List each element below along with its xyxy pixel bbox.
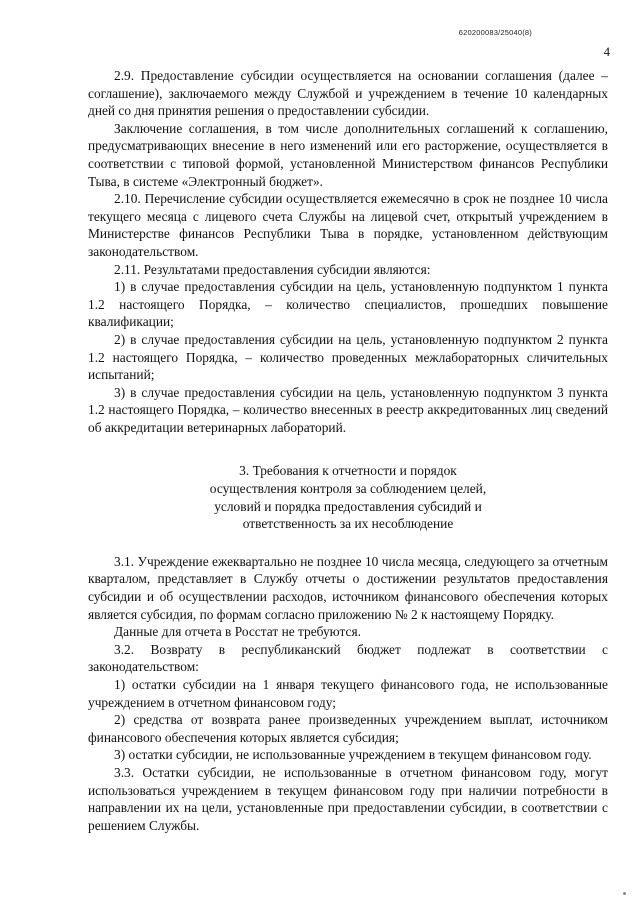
paragraph-agreement: Заключение соглашения, в том числе дополнительных соглашений к соглашению, предусматривающих внесение в него изменений или его расторжение, осуществляется в соответствии с типовой формой, установленной Министерством финансов Республики Тыва, в системе «Электронный бюджет». xyxy=(88,120,608,189)
heading-line-3: условий и порядка предоставления субсидий и xyxy=(214,498,482,514)
paragraph-3-2: 3.2. Возврату в республиканский бюджет подлежат в соответствии с законодательством: xyxy=(88,641,608,675)
list-item-result-3: 3) в случае предоставления субсидии на цель, установленную подпунктом 3 пункта 1.2 настоящего Порядка, – количество внесенных в реестр аккредитованных лиц сведений об аккредитации ветеринарных лабораторий. xyxy=(88,384,608,435)
document-id: 620200083/25040(8) xyxy=(458,28,532,37)
list-item-return-1: 1) остатки субсидии на 1 января текущего финансового года, не использованные учреждением в отчетном финансовом году; xyxy=(88,677,608,710)
paragraph-2-9: 2.9. Предоставление субсидии осуществляется на основании соглашения (далее – соглашение), заключаемого между Службой и учреждением в течение 10 календарных дней со дня принятия решения о предоставлении субсидии. xyxy=(88,68,608,119)
heading-line-4: ответственность за их несоблюдение xyxy=(242,516,454,532)
document-body xyxy=(88,67,608,834)
paragraph-rosstat: Данные для отчета в Росстат не требуются. xyxy=(114,624,361,640)
paragraph-3-3: 3.3. Остатки субсидии, не использованные в отчетном финансовом году, могут использоваться учреждением в текущем финансовом году при наличии потребности в направлении их на цели, установленные при предоставлении субсидии, в соответствии с решением Службы. xyxy=(88,764,608,833)
paragraph-2-10: 2.10. Перечисление субсидии осуществляется ежемесячно в срок не позднее 10 числа текущего месяца с лицевого счета Службы на лицевой счет, открытый учреждением в Министерстве финансов Республики Тыва в порядке, установленном действующим законодательством. xyxy=(88,191,608,259)
list-item-return-3: 3) остатки субсидии, не использованные учреждением в текущем финансовом году. xyxy=(114,747,592,763)
list-item-return-2: 2) средства от возврата ранее произведенных учреждением выплат, источником финансового обеспечения которых является субсидия; xyxy=(88,712,608,745)
heading-line-2: осуществления контроля за соблюдением целей, xyxy=(209,481,487,497)
paragraph-2-11: 2.11. Результатами предоставления субсидии являются: xyxy=(114,261,431,277)
list-item-result-2: 2) в случае предоставления субсидии на цель, установленную подпунктом 2 пункта 1.2 настоящего Порядка, – количество проведенных межлабораторных сличительных испытаний; xyxy=(88,331,608,383)
heading-line-1: 3. Требования к отчетности и порядок xyxy=(239,463,457,479)
scan-speck xyxy=(623,892,626,895)
list-item-result-1: 1) в случае предоставления субсидии на цель, установленную подпунктом 1 пункта 1.2 настоящего Порядка, – количество специалистов, прошедших повышение квалификации; xyxy=(88,279,608,330)
paragraph-3-1: 3.1. Учреждение ежеквартально не позднее 10 числа месяца, следующего за отчетным кварталом, представляет в Службу отчеты о достижении результатов предоставления субсидии и об осуществлении расходов, источником финансового обеспечения которых является субсидия, по формам согласно приложению № 2 к настоящему Порядку. xyxy=(88,553,608,622)
page-number: 4 xyxy=(603,45,610,59)
section-3-heading xyxy=(88,462,608,532)
